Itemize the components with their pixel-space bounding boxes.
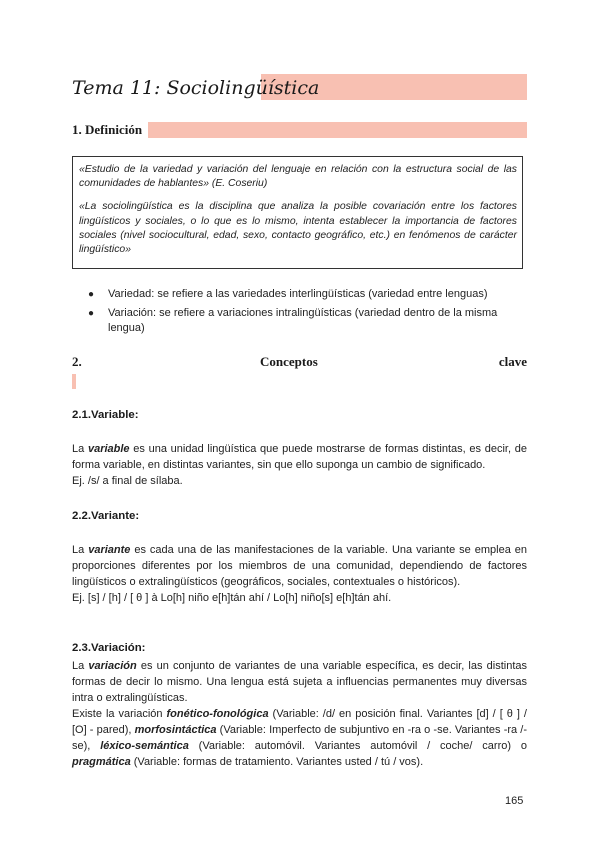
subheading-variacion: 2.3.Variación: [72, 642, 146, 654]
term-lexico: léxico-semántica [100, 740, 189, 752]
bullet-text: Variación: se refiere a variaciones intralingüísticas (variedad dentro de la misma lengua) [108, 307, 498, 334]
heading-highlight-marker [72, 374, 76, 389]
term-morfosintactica: morfosintáctica [134, 724, 217, 736]
paragraph-variante: La variante es cada una de las manifestaciones de la variable. Una variante se emplea en proporciones diferentes por los miembros de una comunidad, dependiendo de factores lingüísticos o extralingüísticos (geográficos, sociales, contextuales o históricos). Ej. [s] / [h] / [ θ ] à Lo[h] niño e[h]tán ahí / Lo[h] niño[s] e[h]tán ahí. [72, 544, 528, 604]
bullet-list [86, 287, 528, 340]
example-variante: Ej. [s] / [h] / [ θ ] à Lo[h] niño e[h]tán ahí / Lo[h] niño[s] e[h]tán ahí. [72, 592, 392, 604]
subheading-variante: 2.2.Variante: [72, 510, 140, 522]
subheading-variable: 2.1.Variable: [72, 409, 139, 421]
page-title [72, 74, 527, 104]
heading-highlight-bar [148, 122, 527, 138]
bullet-icon: ● [88, 289, 95, 300]
section-2-number: 2. [72, 354, 82, 369]
term-variante: variante [88, 544, 131, 556]
section-2-word-1: Conceptos [260, 354, 318, 369]
section-2-word-2: clave [498, 354, 527, 369]
page-number: 165 [505, 795, 524, 807]
title-text: Tema 11: Sociolingüística [72, 77, 320, 99]
term-fonetico: fonético-fonológica [166, 708, 269, 720]
term-pragmatica: pragmática [72, 756, 131, 768]
quote-sociolinguistics: «La sociolingüística es la disciplina que analiza la posible covariación entre los factores lingüísticos y sociales, o lo que es lo mismo, intenta establecer la importancia de factores sociales (nivel sociocultural, edad, sexo, contacto geográfico, etc.) en fenómenos de carácter lingüístico» [79, 201, 517, 256]
paragraph-variable: La variable es una unidad lingüística que puede mostrarse de formas distintas, es decir, de forma variable, en distintas variantes, sin que ello suponga un cambio de significado. Ej. /s/ a final de sílaba. [72, 443, 527, 487]
bullet-icon: ● [88, 308, 95, 319]
term-variacion: variación [88, 660, 137, 672]
list-item [86, 287, 528, 302]
bullet-text: Variedad: se refiere a las variedades interlingüísticas (variedad entre lenguas) [108, 288, 488, 300]
term-variable: variable [87, 443, 130, 455]
quote-coseriu: «Estudio de la variedad y variación del lenguaje en relación con la estructura social de las comunidades de hablantes» (E. Coseriu) [79, 164, 517, 190]
paragraph-variacion: La variación es un conjunto de variantes de una variable específica, es decir, las distintas formas de decir lo mismo. Una lengua está sujeta a influencias permanentes muy diversas intra o extralingüísticas. Existe la variación fonético-fonológica (Variable: /d/ en posición final. Variantes [d] / [ θ ] / [O] - pared), morfosintáctica (Variable: Imperfecto de subjuntivo en -ra o -se. Variantes -ra /-se), léxico-semántica (Variable: automóvil. Variantes automóvil / coche/ carro) o pragmática (Variable: formas de tratamiento. Variantes usted / tú / vos). [72, 660, 527, 768]
example-variable: Ej. /s/ a final de sílaba. [72, 475, 183, 487]
section-1-heading-text: 1. Definición [72, 122, 143, 137]
section-1-heading [72, 121, 527, 141]
list-item [86, 306, 528, 336]
definition-quote-box [72, 156, 523, 269]
section-2-heading [72, 354, 527, 372]
